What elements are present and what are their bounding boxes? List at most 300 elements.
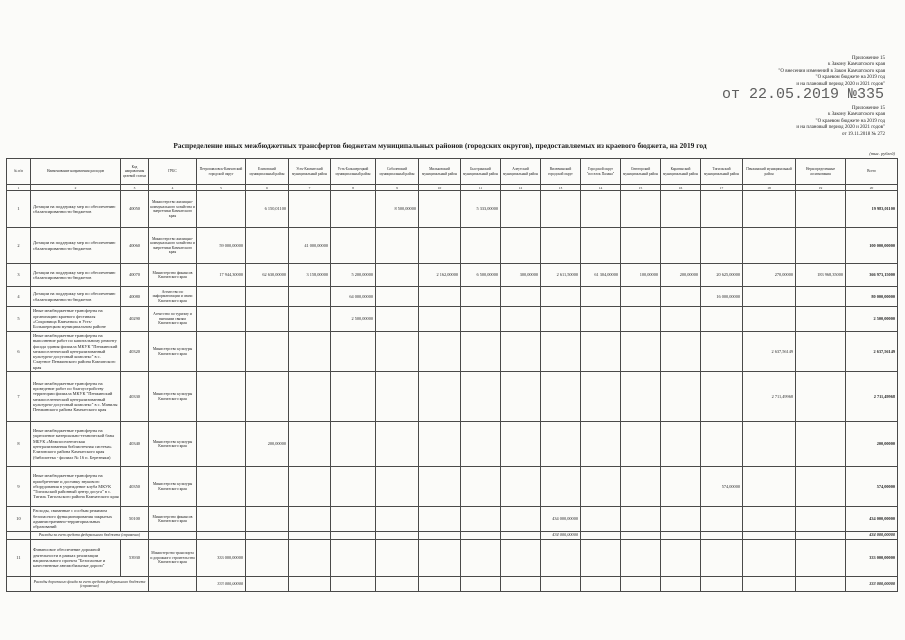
column-number: 8 [331,185,376,191]
table-row [7,264,898,287]
row-value-cell [461,422,501,467]
row-total: 2 711,49968 [846,372,898,422]
row-number: 6 [7,332,31,372]
row-value-cell [581,307,621,332]
row-value-cell [621,422,661,467]
row-value-cell [331,191,376,228]
row-value-cell [246,307,289,332]
column-number: 9 [376,185,419,191]
row-grbs: Министерство финансов Камчатского края [149,507,197,532]
column-header-elizovo: Елизовский муниципальный район [246,159,289,185]
column-number: 7 [289,185,331,191]
row-value-cell [197,372,246,422]
column-number: 17 [701,185,743,191]
row-total: 2 500,00000 [846,307,898,332]
row-value-cell: 64 000,00000 [331,287,376,307]
column-header-name: Наименование направления расходов [31,159,121,185]
row-value-cell [331,507,376,532]
row-value-cell [197,467,246,507]
row-grbs [149,577,197,592]
row-value-cell [796,307,846,332]
row-value-cell [743,287,796,307]
row-value-cell [197,532,246,540]
row-value-cell [289,577,331,592]
appendix-line: и на плановый период 2020 и 2021 годов" [796,81,885,87]
row-total: 333 000,00000 [846,540,898,577]
column-number: 15 [621,185,661,191]
row-name: Финансовое обеспечение дорожной деятельности в рамках реализации национального проекта "Безопасные и качественные автомобильные дороги" [31,540,121,577]
table-body [7,185,898,592]
row-total: 574,00000 [846,467,898,507]
row-grbs: Министерство жилищно-коммунального хозяйства и энергетики Камчатского края [149,191,197,228]
row-value-cell [501,307,541,332]
row-value-cell [796,467,846,507]
table-row [7,422,898,467]
row-value-cell [796,332,846,372]
row-number: 3 [7,264,31,287]
row-value-cell [581,228,621,264]
row-value-cell [289,307,331,332]
row-name: Дотации на поддержку мер по обеспечению сбалансированности бюджетов [31,191,121,228]
row-value-cell [501,467,541,507]
row-value-cell [419,332,461,372]
row-value-cell: 200,00000 [246,422,289,467]
row-number: 2 [7,228,31,264]
row-value-cell [376,287,419,307]
column-number: 20 [846,185,898,191]
row-value-cell [701,540,743,577]
row-value-cell [376,532,419,540]
row-name: Иные межбюджетные трансферты на приобретение и доставку звукового оборудования в учреждение клуба МКУК "Тигильский районный центр досуга" в с. Тигиль Тигильского района Камчатского края [31,467,121,507]
column-header-vilyuchinsk: Вилючинский городской округ [541,159,581,185]
row-code: 40070 [121,264,149,287]
row-name: Иные межбюджетные трансферты на выполнение работ по капитальному ремонту фасада здания филиала МКУК "Пенжинский межпоселенческий централизованный культурно-досуговый комплекс" в с. Слаутное Пенжинского района Камчатского края [31,332,121,372]
row-value-cell [461,228,501,264]
row-value-cell [701,577,743,592]
row-value-cell [376,467,419,507]
row-value-cell [743,577,796,592]
row-value-cell [743,228,796,264]
row-value-cell [796,540,846,577]
row-total: 200,00000 [846,422,898,467]
row-value-cell [461,540,501,577]
table-reference-row [7,577,898,592]
row-value-cell [419,507,461,532]
row-value-cell [541,422,581,467]
table-row [7,332,898,372]
table-row [7,467,898,507]
row-value-cell: 300,00000 [501,264,541,287]
row-code: 40320 [121,332,149,372]
row-value-cell: 270,00000 [743,264,796,287]
row-value-cell [289,191,331,228]
row-grbs: Министерство культуры Камчатского края [149,422,197,467]
row-value-cell: 6 500,00000 [461,264,501,287]
row-value-cell: 200,00000 [661,264,701,287]
table-row [7,307,898,332]
column-number: 19 [796,185,846,191]
row-value-cell [796,228,846,264]
row-value-cell [501,332,541,372]
row-value-cell [331,228,376,264]
row-value-cell [419,307,461,332]
row-value-cell [581,287,621,307]
row-total: 434 000,00000 [846,507,898,532]
row-value-cell: 574,00000 [701,467,743,507]
row-value-cell [197,307,246,332]
row-total: 2 637,56149 [846,332,898,372]
row-value-cell: 5 333,00000 [461,191,501,228]
row-value-cell [376,507,419,532]
column-header-code: Код направления целевой статьи [121,159,149,185]
row-code: 40050 [121,191,149,228]
column-header-unallocated: Нераспределенные ассигнования [796,159,846,185]
row-value-cell [661,577,701,592]
column-number: 6 [246,185,289,191]
row-number [7,577,31,592]
column-header-ust-kamchatsk: Усть-Камчатский муниципальный район [289,159,331,185]
row-value-cell: 61 304,00000 [581,264,621,287]
row-value-cell [541,191,581,228]
row-value-cell [246,540,289,577]
row-grbs: Министерство культуры Камчатского края [149,332,197,372]
row-value-cell [376,264,419,287]
row-name: Дотации на поддержку мер по обеспечению сбалансированности бюджетов [31,228,121,264]
row-code: 53930 [121,540,149,577]
row-value-cell [197,332,246,372]
row-value-cell [581,467,621,507]
row-value-cell [541,467,581,507]
column-number: 11 [461,185,501,191]
row-code: 40080 [121,287,149,307]
row-value-cell [796,507,846,532]
row-value-cell [197,507,246,532]
transfers-table [6,158,898,592]
row-value-cell [461,307,501,332]
row-value-cell [581,540,621,577]
date-number-stamp: от 22.05.2019 №335 [722,86,885,103]
row-grbs: Агентство по туризму и внешним связям Камчатского края [149,307,197,332]
column-number: 13 [541,185,581,191]
row-value-cell [701,332,743,372]
row-value-cell [743,540,796,577]
row-value-cell: 434 000,00000 [541,507,581,532]
row-value-cell: 2 637,56149 [743,332,796,372]
column-number: 3 [121,185,149,191]
row-value-cell [541,540,581,577]
row-number: 8 [7,422,31,467]
row-value-cell [621,467,661,507]
row-value-cell [501,540,541,577]
row-value-cell [581,532,621,540]
row-value-cell [661,532,701,540]
row-value-cell: 2 611,50000 [541,264,581,287]
row-value-cell [661,422,701,467]
row-value-cell [331,332,376,372]
row-value-cell [501,228,541,264]
column-header-total: Всего [846,159,898,185]
column-number: 18 [743,185,796,191]
row-grbs [149,532,197,540]
row-value-cell [331,532,376,540]
row-value-cell [581,332,621,372]
row-value-cell [701,372,743,422]
row-value-cell [461,467,501,507]
row-grbs: Агентство по информатизации и связи Камчатского края [149,287,197,307]
row-value-cell [661,191,701,228]
column-header-ust-bolsheretsk: Усть-Большерецкий муниципальный район [331,159,376,185]
row-total: 333 000,00000 [846,577,898,592]
row-value-cell [621,507,661,532]
row-value-cell [289,422,331,467]
row-value-cell [701,191,743,228]
appendix-line: к Закону Камчатского края [827,62,885,68]
row-grbs: Министерство транспорта и дорожного строительства Камчатского края [149,540,197,577]
row-value-cell [461,532,501,540]
row-value-cell [621,332,661,372]
row-value-cell [796,191,846,228]
row-value-cell [796,422,846,467]
row-value-cell: 3 158,00000 [289,264,331,287]
row-value-cell [743,532,796,540]
row-value-cell: 41 000,00000 [289,228,331,264]
row-value-cell [246,372,289,422]
row-value-cell: 333 000,00000 [197,577,246,592]
row-code: 40330 [121,372,149,422]
row-value-cell: 2 711,49968 [743,372,796,422]
row-value-cell [621,307,661,332]
row-value-cell [701,507,743,532]
row-value-cell [501,191,541,228]
row-value-cell [246,532,289,540]
row-value-cell [501,507,541,532]
column-header-tigilsky: Тигильский муниципальный район [701,159,743,185]
row-value-cell [661,540,701,577]
row-value-cell [331,372,376,422]
column-header-olyutorsky: Олюторский муниципальный район [621,159,661,185]
row-code: 40060 [121,228,149,264]
row-reference-label: Расходы дорожного фонда за счет средств федерального бюджета (справочно) [31,577,149,592]
row-value-cell [246,287,289,307]
row-value-cell [796,372,846,422]
row-value-cell [289,507,331,532]
row-total: 100 000,00000 [846,228,898,264]
row-value-cell [701,422,743,467]
row-code: 40350 [121,467,149,507]
row-total: 19 983,01100 [846,191,898,228]
row-value-cell [419,372,461,422]
row-value-cell [331,467,376,507]
row-grbs: Министерство финансов Камчатского края [149,264,197,287]
row-name: Дотации на поддержку мер по обеспечению сбалансированности бюджетов [31,287,121,307]
row-value-cell: 62 630,00000 [246,264,289,287]
row-value-cell [197,191,246,228]
row-grbs: Министерство жилищно-коммунального хозяйства и энергетики Камчатского края [149,228,197,264]
row-value-cell [501,287,541,307]
row-value-cell [661,372,701,422]
row-value-cell [796,287,846,307]
row-value-cell [461,372,501,422]
row-value-cell [541,228,581,264]
row-value-cell [419,577,461,592]
column-number: 1 [7,185,31,191]
row-value-cell [376,372,419,422]
row-value-cell [376,307,419,332]
row-value-cell [461,577,501,592]
column-header-bystrinsky: Быстринский муниципальный район [461,159,501,185]
row-value-cell [743,307,796,332]
row-value-cell [246,507,289,532]
row-value-cell [419,191,461,228]
row-value-cell [331,577,376,592]
row-grbs: Министерство культуры Камчатского края [149,467,197,507]
column-header-grbs: ГРБС [149,159,197,185]
row-code: 40340 [121,422,149,467]
row-name: Иные межбюджетные трансферты на организацию краевого фестиваля «Сокровища Камчатки» в Усть-Большерецком муниципальном районе [31,307,121,332]
row-value-cell [701,532,743,540]
row-value-cell [701,228,743,264]
appendix-line: "О краевом бюджете на 2019 год [815,118,885,124]
row-reference-label: Расходы за счет средств федерального бюджета (справочно) [31,532,149,540]
row-value-cell [376,332,419,372]
row-value-cell [581,507,621,532]
row-value-cell [661,467,701,507]
appendix-line: "О краевом бюджете на 2019 год [815,75,885,81]
appendix-original-block [796,106,885,138]
row-value-cell: 17 944,30000 [197,264,246,287]
row-name: Расходы, связанные с особым режимом безопасного функционирования закрытых административно-территориальных образований [31,507,121,532]
row-value-cell [376,422,419,467]
row-value-cell [621,228,661,264]
row-value-cell [419,228,461,264]
row-name: Иные межбюджетные трансферты на укрепление материально-технической базы МБУК «Межпоселенческая централизованная библиотечная система» Елизовского района Камчатского края (библиотека - филиал № 16 п. Березняки) [31,422,121,467]
row-value-cell [541,372,581,422]
row-value-cell [289,540,331,577]
row-value-cell [376,228,419,264]
row-value-cell [796,532,846,540]
row-number: 10 [7,507,31,532]
appendix-amendment-block [778,56,885,88]
row-total: 366 973,15000 [846,264,898,287]
column-header-number: № п/п [7,159,31,185]
column-number: 16 [661,185,701,191]
row-value-cell [581,577,621,592]
row-grbs: Министерство культуры Камчатского края [149,372,197,422]
table-reference-row [7,532,898,540]
row-value-cell [376,540,419,577]
row-value-cell [501,422,541,467]
row-value-cell: 183 968,35000 [796,264,846,287]
row-number: 4 [7,287,31,307]
row-value-cell [796,577,846,592]
row-value-cell: 2 500,00000 [331,307,376,332]
row-value-cell [376,577,419,592]
table-row [7,191,898,228]
row-total: 80 000,00000 [846,287,898,307]
row-value-cell: 434 000,00000 [541,532,581,540]
row-value-cell: 6 150,01100 [246,191,289,228]
row-value-cell [289,332,331,372]
row-value-cell [621,577,661,592]
row-number: 11 [7,540,31,577]
row-value-cell: 8 500,00000 [376,191,419,228]
row-value-cell: 333 000,00000 [197,540,246,577]
row-value-cell [197,422,246,467]
appendix-line: от 19.11.2018 № 272 [842,131,885,137]
appendix-line: Приложение 15 [851,106,885,111]
row-value-cell [501,577,541,592]
row-value-cell: 59 000,00000 [197,228,246,264]
column-header-palana: Городской округ "поселок Палана" [581,159,621,185]
column-header-penzhinsky: Пенжинский муниципальный район [743,159,796,185]
row-value-cell [701,307,743,332]
row-value-cell [197,287,246,307]
row-value-cell [661,228,701,264]
row-value-cell [501,372,541,422]
row-value-cell [289,532,331,540]
row-value-cell [419,467,461,507]
row-value-cell [661,507,701,532]
table-row [7,372,898,422]
column-header-karaginsky: Карагинский муниципальный район [661,159,701,185]
row-value-cell [661,307,701,332]
table-header-row [7,159,898,185]
row-number [7,532,31,540]
row-value-cell [621,532,661,540]
row-value-cell [661,287,701,307]
row-value-cell [289,467,331,507]
row-number: 5 [7,307,31,332]
row-value-cell [461,507,501,532]
row-value-cell [541,577,581,592]
column-number: 5 [197,185,246,191]
row-value-cell: 16 000,00000 [701,287,743,307]
row-value-cell: 20 625,00000 [701,264,743,287]
appendix-line: "О внесении изменений в Закон Камчатского края [778,68,885,74]
row-value-cell [621,191,661,228]
row-value-cell [289,287,331,307]
row-value-cell [501,532,541,540]
row-value-cell [246,228,289,264]
appendix-line: к Закону Камчатского края [827,112,885,118]
row-value-cell [743,467,796,507]
row-value-cell: 5 200,00000 [331,264,376,287]
row-value-cell [661,332,701,372]
row-value-cell [581,191,621,228]
table-row [7,287,898,307]
row-value-cell [743,191,796,228]
row-value-cell [581,372,621,422]
document-title: Распределение иных межбюджетных трансфертов бюджетам муниципальных районов (городских округов), предоставляемых из краевого бюджета, на 2019 год [173,141,707,150]
row-value-cell [246,577,289,592]
column-header-aleutsky: Алеутский муниципальный район [501,159,541,185]
row-code: 50100 [121,507,149,532]
unit-label: (тыс. рублей) [869,151,895,156]
column-number: 4 [149,185,197,191]
row-value-cell [289,372,331,422]
table-row [7,228,898,264]
column-number: 2 [31,185,121,191]
appendix-line: и на плановый период 2020 и 2021 годов" [796,125,885,131]
row-value-cell [621,540,661,577]
row-value-cell [419,287,461,307]
row-value-cell [331,422,376,467]
appendix-line: Приложение 15 [851,56,885,61]
row-number: 9 [7,467,31,507]
column-number: 14 [581,185,621,191]
column-number: 12 [501,185,541,191]
row-value-cell [419,422,461,467]
